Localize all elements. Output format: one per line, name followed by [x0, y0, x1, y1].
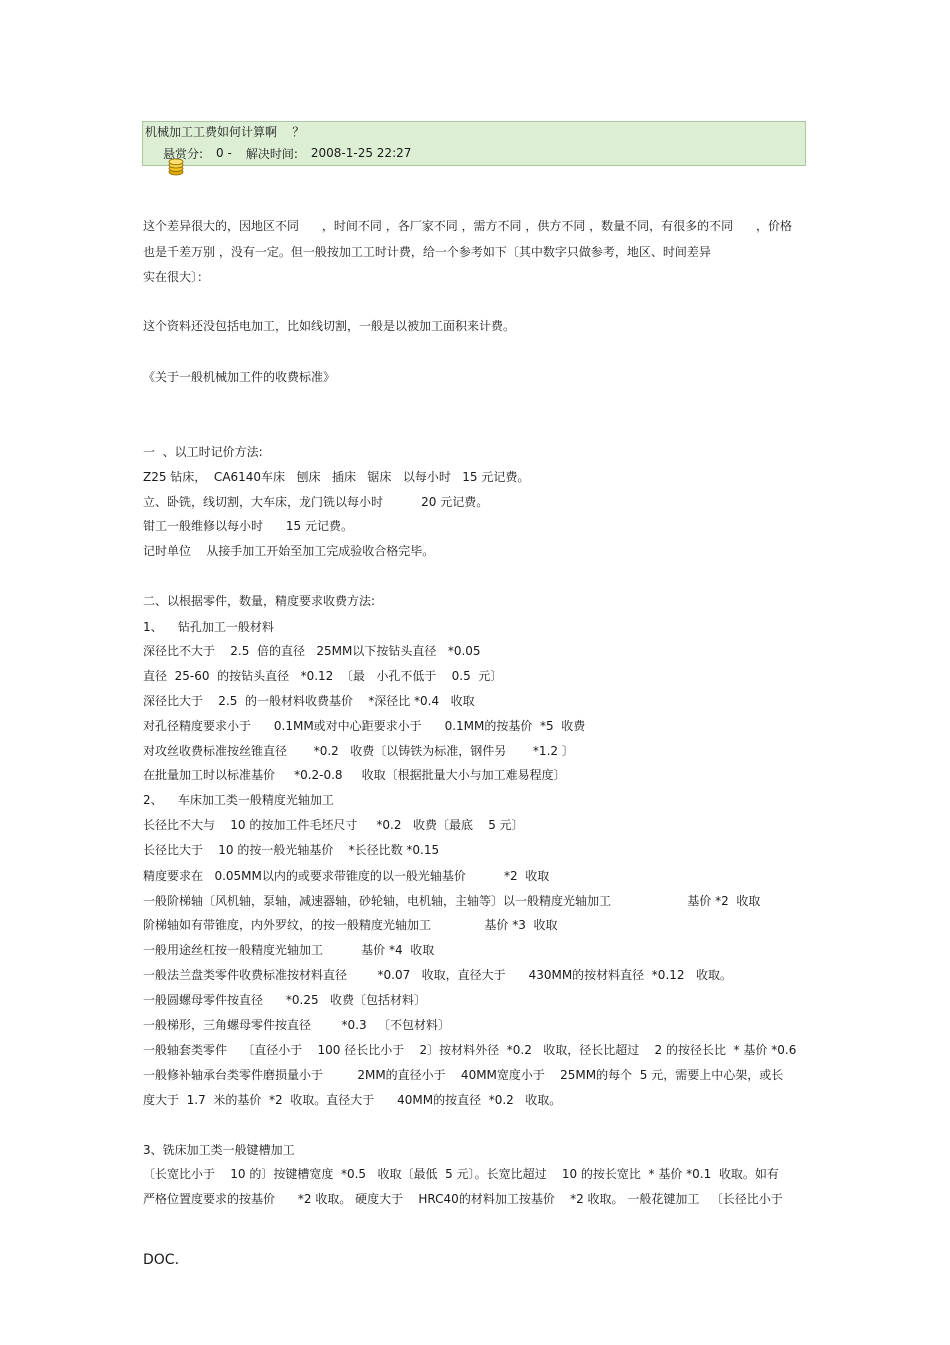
page-footer: DOC.	[143, 1252, 180, 1268]
question-header	[142, 121, 806, 166]
question-title: 机械加工工费如何计算啊 ？	[145, 125, 305, 139]
section-heading: 二、以根据零件，数量，精度要求收费方法:	[143, 594, 376, 608]
body-line: 一般轴套类零件 〔直径小于 100 径长比小于 2〕按材料外径 *0.2 收取，径长比超过 2 的按径长比 * 基价 *0.6	[143, 1043, 797, 1057]
body-line: 一般修补轴承台类零件磨损量小于 2MM的直径小于 40MM宽度小于 25MM的每个 5 元，需要上中心架，或长	[143, 1068, 784, 1082]
body-line: 长径比不大与 10 的按加工件毛坯尺寸 *0.2 收费〔最底 5 元〕	[143, 818, 524, 832]
body-line: 对攻丝收费标准按丝锥直径 *0.2 收费〔以铸铁为标准，钢件另 *1.2 〕	[143, 744, 574, 758]
subsection-heading: 1、 钻孔加工一般材料	[143, 620, 274, 634]
body-line: 一般梯形，三角螺母零件按直径 *0.3 〔不包材料〕	[143, 1018, 451, 1032]
body-line: Z25 钻床， CA6140车床 刨床 插床 锯床 以每小时 15 元记费。	[143, 470, 530, 484]
body-line: 一般阶梯轴〔风机轴，泵轴，减速器轴，砂轮轴，电机轴，主轴等〕以一般精度光轴加工 基价 *2 收取	[143, 894, 761, 908]
body-line: 一般圆螺母零件按直径 *0.25 收费〔包括材料〕	[143, 993, 427, 1007]
body-line: 严格位置度要求的按基价 *2 收取。 硬度大于 HRC40的材料加工按基价 *2 收取。 一般花键加工 〔长径比小于	[143, 1192, 783, 1206]
body-line: 也是千差万别 ，没有一定。但一般按加工工时计费，给一个参考如下〔其中数字只做参考，地区、时间差异	[143, 245, 711, 259]
body-line: 这个资料还没包括电加工，比如线切割，一般是以被加工面积来计费。	[143, 319, 516, 333]
body-line: 立、卧铣，线切割，大车床，龙门铣以每小时 20 元记费。	[143, 495, 489, 509]
body-line: 在批量加工时以标准基价 *0.2-0.8 收取〔根据批量大小与加工难易程度〕	[143, 768, 566, 782]
reward-label: 悬赏分:	[163, 146, 204, 161]
reward-value: 0 -	[216, 146, 232, 160]
body-line: 深径比大于 2.5 的一般材料收费基价 *深径比 *0.4 收取	[143, 694, 475, 708]
body-line: 〔长宽比小于 10 的〕按键槽宽度 *0.5 收取〔最低 5 元〕。长宽比超过 10 的按长宽比 * 基价 *0.1 收取。如有	[143, 1167, 779, 1181]
body-line: 度大于 1.7 米的基价 *2 收取。直径大于 40MM的按直径 *0.2 收取。	[143, 1093, 562, 1107]
body-line: 阶梯轴如有带锥度，内外罗纹，的按一般精度光轴加工 基价 *3 收取	[143, 918, 558, 932]
time-value: 2008-1-25 22:27	[310, 146, 412, 160]
coin-stack-icon	[145, 144, 161, 162]
body-line: 钳工一般维修以每小时 15 元记费。	[143, 519, 353, 533]
body-line: 一般用途丝杠按一般精度光轴加工 基价 *4 收取	[143, 943, 435, 957]
document-title: 《关于一般机械加工件的收费标准》	[143, 370, 336, 384]
body-line: 精度要求在 0.05MM以内的或要求带锥度的以一般光轴基价 *2 收取	[143, 869, 550, 883]
time-label: 解决时间:	[245, 146, 298, 161]
subsection-heading: 2、 车床加工类一般精度光轴加工	[143, 793, 334, 807]
body-line: 这个差异很大的，因地区不同 ，时间不同 ，各厂家不同 ，需方不同 ，供方不同 ，数量不同，有很多的不同 ，价格	[143, 219, 793, 233]
question-meta	[145, 144, 411, 162]
body-line: 直径 25-60 的按钻头直径 *0.12 〔最 小孔不低于 0.5 元〕	[143, 669, 503, 683]
body-line: 记时单位 从接手加工开始至加工完成验收合格完毕。	[143, 544, 435, 558]
body-line: 实在很大〕：	[143, 270, 210, 284]
section-heading: 一 、以工时记价方法:	[143, 445, 263, 459]
body-line: 深径比不大于 2.5 倍的直径 25MM以下按钻头直径 *0.05	[143, 644, 481, 658]
body-line: 长径比大于 10 的按一般光轴基价 *长径比数 *0.15	[143, 843, 440, 857]
body-line: 一般法兰盘类零件收费标准按材料直径 *0.07 收取，直径大于 430MM的按材料直径 *0.12 收取。	[143, 968, 732, 982]
body-line: 对孔径精度要求小于 0.1MM或对中心距要求小于 0.1MM的按基价 *5 收费	[143, 719, 586, 733]
subsection-heading: 3、铣床加工类一般键槽加工	[143, 1143, 295, 1157]
